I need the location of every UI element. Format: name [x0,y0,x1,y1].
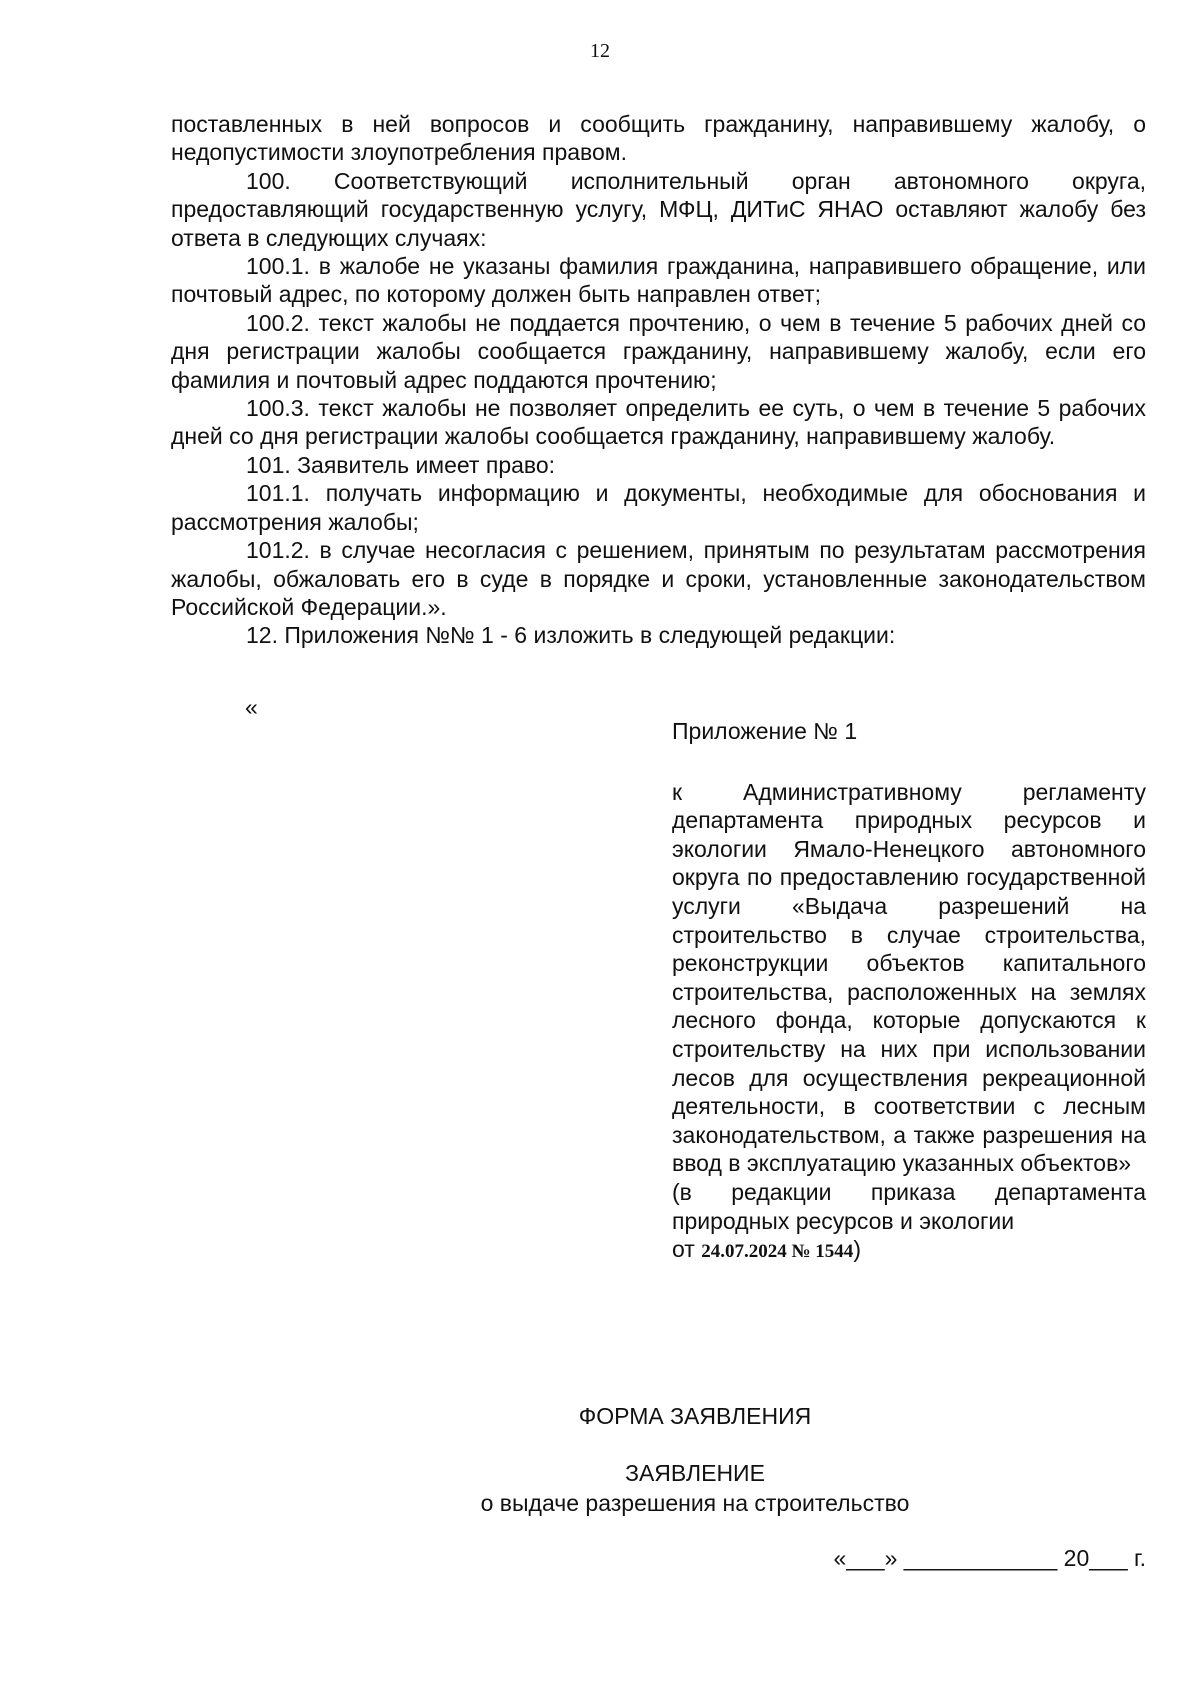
paragraph-101-1: 101.1. получать информацию и документы, необходимые для обоснования и рассмотрения жалобы; [171,480,1146,535]
paragraph-continuation: поставленных в ней вопросов и сообщить гражданину, направившему жалобу, о недопустимости злоупотребления правом. [171,111,1146,166]
edition-prefix: от [672,1236,695,1263]
document-body [171,110,1146,650]
date-fill-line: «___» ____________ 20___ г. [833,1545,1146,1571]
edition-date-line [672,1235,1146,1267]
appendix-title: Приложение № 1 [672,718,858,744]
paragraph-12: 12. Приложения №№ 1 - 6 изложить в следующей редакции: [246,622,896,649]
appendix-header-block [672,717,1146,1267]
page-number: 12 [590,40,610,62]
edition-note: (в редакции приказа департамента природных ресурсов и экологии [672,1178,1146,1234]
edition-date: 24.07.2024 № 1544 [701,1241,854,1263]
paragraph-101-2: 101.2. в случае несогласия с решением, принятым по результатам рассмотрения жалобы, обжаловать его в суде в порядке и сроки, установленные законодательством Российской Федерации.». [171,537,1146,620]
paragraph-100-1: 100.1. в жалобе не указаны фамилия гражданина, направившего обращение, или почтовый адрес, по которому должен быть направлен ответ; [171,253,1146,308]
paragraph-100: 100. Соответствующий исполнительный орган автономного округа, предоставляющий государственную услугу, МФЦ, ДИТиС ЯНАО оставляют жалобу без ответа в следующих случаях: [171,167,1146,251]
edition-suffix: ) [853,1236,861,1263]
paragraph-100-2: 100.2. текст жалобы не поддается прочтению, о чем в течение 5 рабочих дней со дня регистрации жалобы сообщается гражданину, направившему жалобу, если его фамилия и почтовый адрес поддаются прочтению; [171,309,1146,393]
opening-quote-mark: « [245,694,258,720]
appendix-reference-text: к Административному регламенту департамента природных ресурсов и экологии Ямало-Ненецкого автономного округа по предоставлению государственной услуги «Выдача разрешений на строительство в случае строительства, реконструкции объектов капитального строительства, расположенных на землях лесного фонда, которые допускаются к строительству на них при использовании лесов для осуществления рекреационной деятельности, в соответствии с лесным законодательством, а также разрешения на ввод в эксплуатацию указанных объектов» [672,778,1146,1177]
paragraph-100-3: 100.3. текст жалобы не позволяет определить ее суть, о чем в течение 5 рабочих дней со дня регистрации жалобы сообщается гражданину, направившему жалобу. [171,395,1146,450]
paragraph-101: 101. Заявитель имеет право: [246,451,556,478]
application-subtitle: о выдаче разрешения на строительство [480,1490,910,1516]
form-heading: ФОРМА ЗАЯВЛЕНИЯ [578,1403,812,1429]
application-title: ЗАЯВЛЕНИЕ [625,1460,765,1486]
